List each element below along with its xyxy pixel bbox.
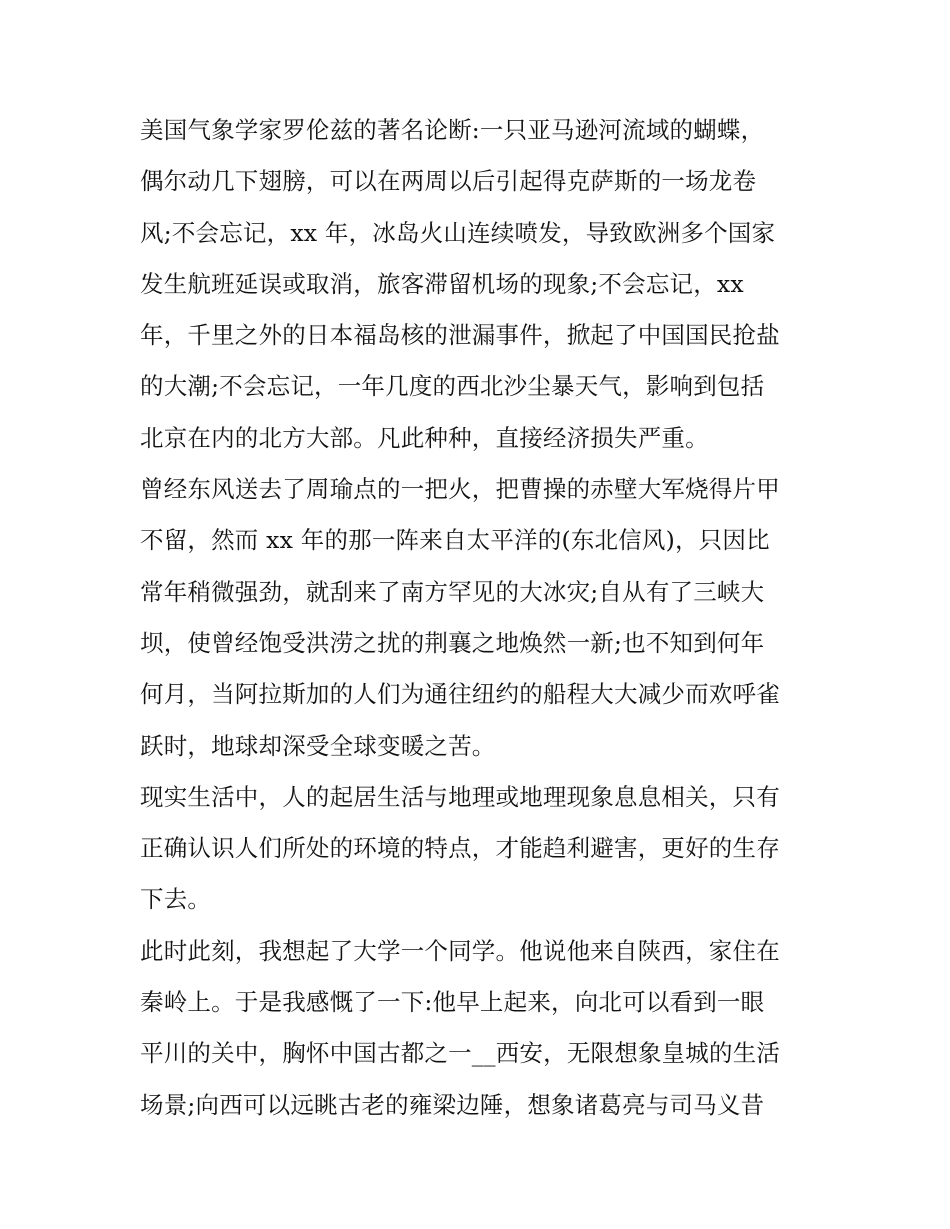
text-line: 常年稍微强劲，就刮来了南方罕见的大冰灾;自从有了三峡大	[140, 577, 765, 606]
text-line: 风;不会忘记，xx 年，冰岛火山连续喷发，导致欧洲多个国家	[140, 218, 776, 247]
text-line: 发生航班延误或取消，旅客滞留机场的现象;不会忘记，xx	[140, 269, 744, 298]
paragraph-butterfly-effect	[140, 105, 820, 464]
text-line: 跃时，地球却深受全球变暖之苦。	[140, 731, 496, 760]
text-line: 年，千里之外的日本福岛核的泄漏事件，掀起了中国国民抢盐	[140, 321, 780, 350]
text-line: 正确认识人们所处的环境的特点，才能趋利避害，更好的生存	[140, 834, 780, 863]
text-line: 秦岭上。于是我感慨了一下:他早上起来，向北可以看到一眼	[140, 988, 765, 1017]
text-line: 偶尔动几下翅膀，可以在两周以后引起得克萨斯的一场龙卷	[140, 167, 757, 196]
text-line: 此时此刻，我想起了大学一个同学。他说他来自陕西，家住在	[140, 936, 780, 965]
text-line: 何月，当阿拉斯加的人们为通往纽约的船程大大减少而欢呼雀	[140, 680, 780, 709]
paragraph-real-life	[140, 772, 820, 926]
text-line: 下去。	[140, 885, 212, 914]
text-line: 现实生活中，人的起居生活与地理或地理现象息息相关，只有	[140, 782, 780, 811]
text-line: 美国气象学家罗伦兹的著名论断:一只亚马逊河流域的蝴蝶，	[140, 116, 765, 144]
text-line: 不留，然而 xx 年的那一阵来自太平洋的(东北信风)，只因比	[140, 526, 770, 555]
text-line: 的大潮;不会忘记，一年几度的西北沙尘暴天气，影响到包括	[140, 372, 765, 401]
document-body	[140, 105, 820, 1131]
paragraph-classmate	[140, 926, 820, 1131]
text-line: 曾经东风送去了周瑜点的一把火，把曹操的赤壁大军烧得片甲	[140, 475, 780, 504]
paragraph-east-wind	[140, 464, 820, 772]
text-line: 坝，使曾经饱受洪涝之扰的荆襄之地焕然一新;也不知到何年	[140, 628, 765, 657]
text-line: 场景;向西可以远眺古老的雍梁边陲，想象诸葛亮与司马义昔	[140, 1090, 765, 1119]
text-line: 平川的关中，胸怀中国古都之一__西安，无限想象皇城的生活	[140, 1039, 781, 1068]
text-line: 北京在内的北方大部。凡此种种，直接经济损失严重。	[140, 423, 709, 452]
